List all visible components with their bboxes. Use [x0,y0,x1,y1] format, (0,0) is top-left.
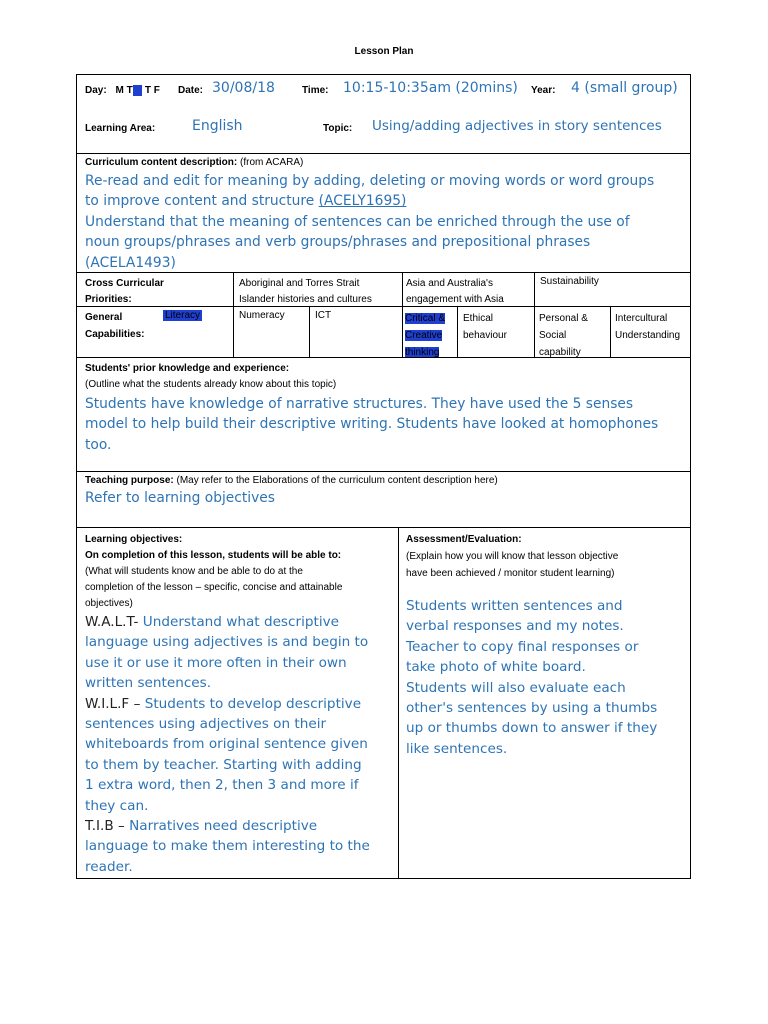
teaching-purpose-heading [85,475,498,486]
capability-numeracy: Numeracy [239,310,285,321]
teaching-purpose-label: Teaching purpose: [85,475,174,486]
learning-objectives-sublabel: On completion of this lesson, students will be able to: [85,550,342,561]
capability-literacy: Literacy [165,310,201,321]
asia-priority: Asia and Australia's engagement with Asia [406,278,504,305]
curriculum-text [85,171,654,273]
objectives-assessment-section [76,527,691,879]
day-label: Day: [85,85,107,96]
curriculum-line-5: (ACELA1493) [85,254,176,271]
time-label: Time: [302,85,329,96]
teaching-purpose-section [76,471,691,528]
time-value: 10:15-10:35am (20mins) [343,80,518,96]
learning-objectives-note: (What will students know and be able to do at the completion of the lesson – specific, concise and attainable objectives) [85,566,343,609]
year-value: 4 (small group) [571,80,678,96]
prior-knowledge-text: Students have knowledge of narrative structures. They have used the 5 senses model to help build their descriptive writing. Students have looked at homophones too. [85,396,659,453]
learning-objectives-label: Learning objectives: [85,534,183,545]
day-value-highlighted: W [132,85,143,96]
curriculum-label-note: (from ACARA) [240,157,304,168]
date-value: 30/08/18 [212,80,275,96]
walt-objective: W.A.L.T- Understand what descriptive language using adjectives is and begin to use it or use it more often in their own written sentences. [85,614,369,692]
date-label: Date: [178,85,204,96]
curriculum-line-2: to improve content and structure (ACELY1695) [85,193,407,210]
acely-code: (ACELY1695) [318,193,407,210]
assessment-column [406,532,688,759]
curriculum-label: Curriculum content description: [85,157,238,168]
teaching-purpose-value: Refer to learning objectives [85,490,275,506]
curriculum-line-4: noun groups/phrases and verb groups/phrases and prepositional phrases [85,234,591,251]
document-title: Lesson Plan [354,46,414,57]
prior-knowledge-section [76,357,691,472]
tib-objective: T.I.B – Narratives need descriptive language to make them interesting to the reader. [85,818,370,875]
cross-curricular-label: Cross Curricular Priorities: [85,278,164,305]
day-field [85,85,160,96]
prior-knowledge-label: Students' prior knowledge and experience: [85,363,290,374]
teaching-purpose-note: (May refer to the Elaborations of the curriculum content description here) [176,475,498,486]
curriculum-line-3: Understand that the meaning of sentences can be enriched through the use of [85,213,630,230]
general-capabilities-label: General Capabilities: [85,312,145,340]
capability-personal-social: Personal & Social capability [539,313,588,358]
curriculum-section [76,153,691,273]
learning-objectives-column [85,532,395,877]
capability-ict: ICT [315,310,332,321]
topic-label: Topic: [323,123,353,134]
assessment-note: (Explain how you will know that lesson objective have been achieved / monitor student learning) [406,551,619,579]
learning-area-value: English [192,118,243,134]
assessment-label: Assessment/Evaluation: [406,534,522,545]
capability-critical-creative: Critical & Creative thinking [405,313,446,358]
prior-knowledge-note: (Outline what the students already know about this topic) [85,379,337,390]
header-section [76,74,691,154]
day-value-post: T F [144,85,160,96]
aboriginal-priority: Aboriginal and Torres Strait Islander histories and cultures [239,278,372,305]
curriculum-heading [85,157,303,168]
wilf-objective: W.I.L.F – Students to develop descriptive sentences using adjectives on their whiteboards from original sentence given to them by teacher. Starting with adding 1 extra word, then 2, then 3 and more if they can. [85,695,368,814]
capability-intercultural: Intercultural Understanding [615,313,681,341]
assessment-text: Students written sentences and verbal responses and my notes. Teacher to copy final responses or take photo of white board. Students will also evaluate each other's sentences by using a thumbs up or thumbs down to answer if they like sentences. [406,598,658,757]
priorities-section [76,272,691,358]
curriculum-line-1: Re-read and edit for meaning by adding, deleting or moving words or word groups [85,173,655,189]
capability-ethical: Ethical behaviour [463,313,507,341]
topic-value: Using/adding adjectives in story sentences [372,118,662,134]
sustainability-priority: Sustainability [540,276,599,287]
day-value-pre: M T [115,85,133,96]
year-label: Year: [531,85,556,96]
learning-area-label: Learning Area: [85,123,156,134]
